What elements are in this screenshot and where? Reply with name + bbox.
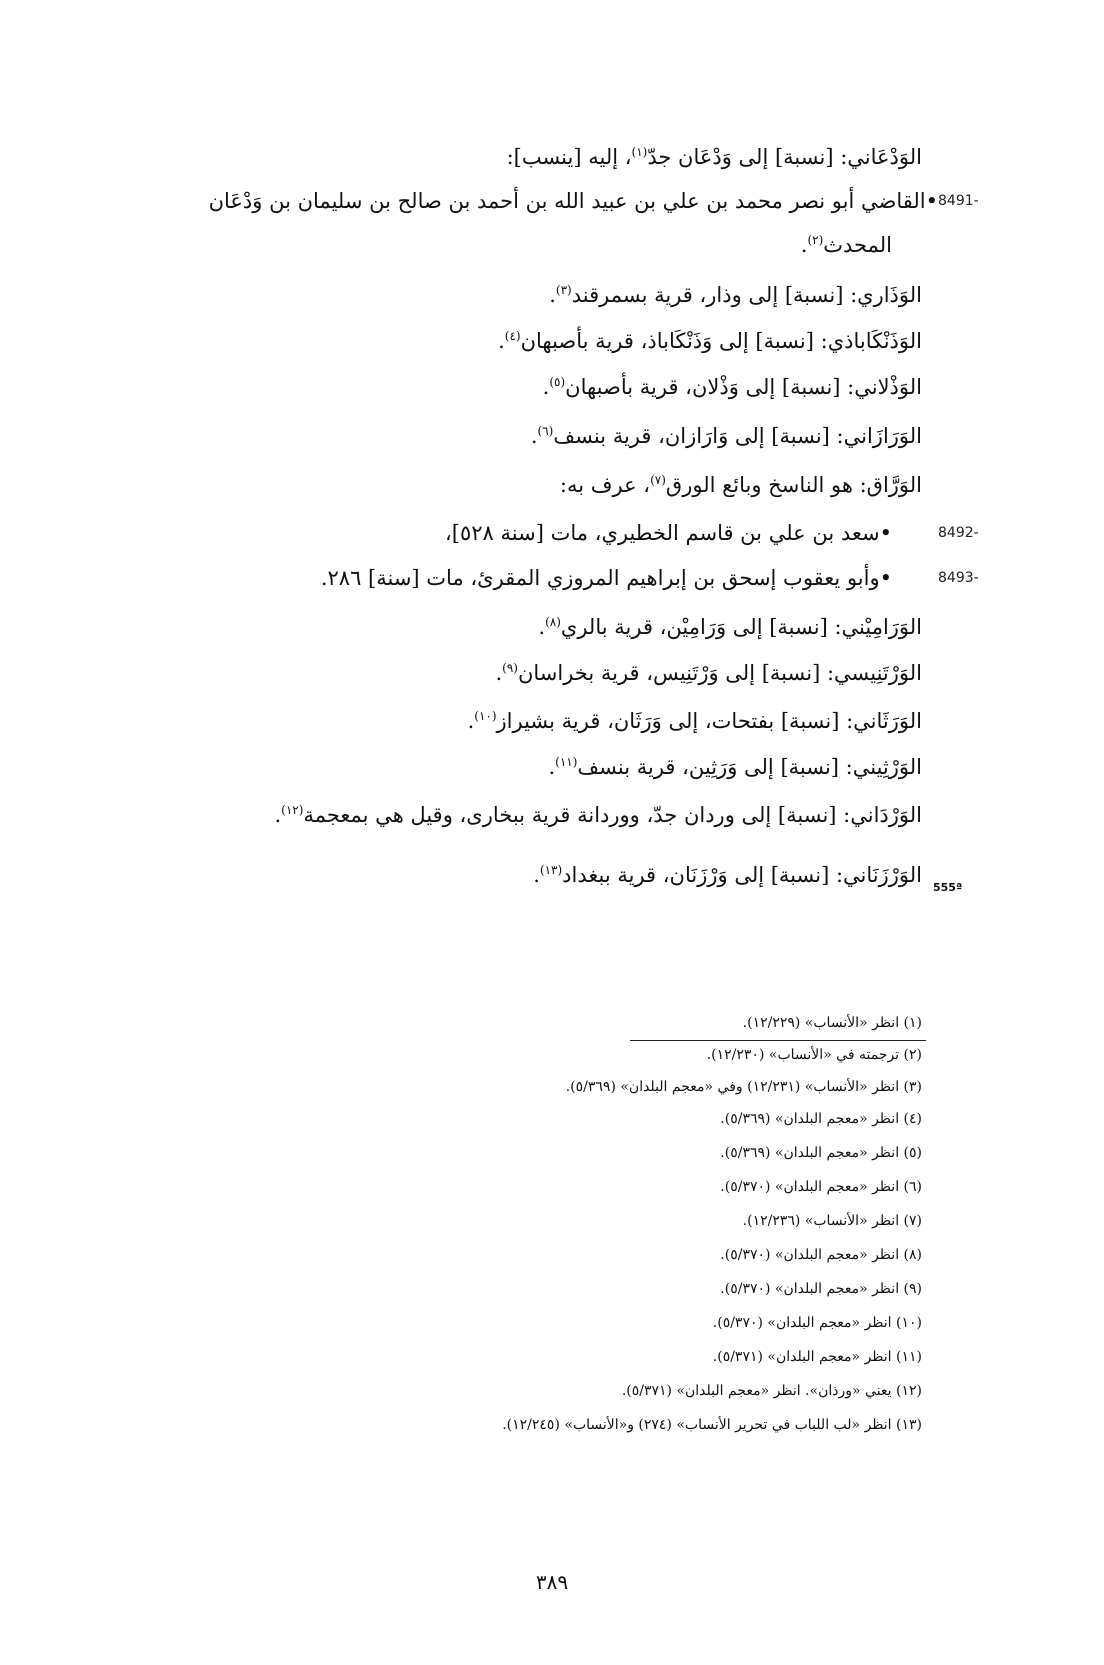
footnote: (٦) انظر «معجم البلدان» (٥/٣٧٠). [720, 1179, 922, 1195]
entry-line: الوَرَثَاني: [نسبة] بفتحات، إلى وَرَثَان، قرية بشيراز$^{(١٠)}$. [467, 709, 922, 733]
footnote-separator [630, 1040, 926, 1041]
entry-line: الوَرَّاق: هو الناسخ وبائع الورق$^{(٧)}$، عرف به: [559, 473, 922, 497]
entry-line: الوَذَاري: [نسبة] إلى وذار، قرية بسمرقند$^{(٣)}$. [549, 283, 922, 307]
entry-line: •سعد بن علي بن قاسم الخطيري، مات [سنة ٥٢٨]، [445, 521, 892, 545]
manuscript-folio-marker: 555ª [933, 881, 963, 894]
footnote: (٤) انظر «معجم البلدان» (٥/٣٦٩). [720, 1111, 922, 1127]
footnote: (٧) انظر «الأنساب» (١٢/٢٣٦). [742, 1213, 922, 1229]
entry-line: الوَرْدَاني: [نسبة] إلى وردان جدّ، ووردانة قرية ببخارى، وقيل هي بمعجمة$^{(١٢)}$. [274, 803, 922, 827]
entry-line: الوَرَازَاني: [نسبة] إلى وَارَازان، قرية بنسف$^{(٦)}$. [530, 424, 922, 448]
entry-line: الوَذَنْكَاباذي: [نسبة] إلى وَذَنْكَاباذ، قرية بأصبهان$^{(٤)}$. [498, 329, 922, 353]
page-number: ٣٨٩ [535, 1570, 569, 1594]
footnote: (١) انظر «الأنساب» (١٢/٢٢٩). [742, 1015, 922, 1031]
entry-line: المحدث$^{(٢)}$. [800, 233, 892, 257]
entry-number: 8491- [938, 193, 979, 209]
footnote: (٢) ترجمته في «الأنساب» (١٢/٢٣٠). [706, 1047, 922, 1063]
entry-line: الوَدْعَاني: [نسبة] إلى وَدْعَان جدّ$^{(١)}$، إليه [ينسب]: [506, 145, 922, 169]
footnote: (١٠) انظر «معجم البلدان» (٥/٣٧٠). [712, 1315, 922, 1331]
footnote: (٩) انظر «معجم البلدان» (٥/٣٧٠). [720, 1281, 922, 1297]
footnote: (٥) انظر «معجم البلدان» (٥/٣٦٩). [720, 1145, 922, 1161]
footnote: (٣) انظر «الأنساب» (١٢/٢٣١) وفي «معجم البلدان» (٥/٣٦٩). [565, 1079, 922, 1095]
entry-number: 8492- [938, 525, 979, 541]
entry-line: •وأبو يعقوب إسحق بن إبراهيم المروزي المقرئ، مات [سنة] ٢٨٦. [320, 566, 892, 590]
entry-line: الوَرْثِيني: [نسبة] إلى وَرَثِين، قرية بنسف$^{(١١)}$. [548, 755, 922, 779]
footnote: (١١) انظر «معجم البلدان» (٥/٣٧١). [712, 1349, 922, 1365]
entry-line: •القاضي أبو نصر محمد بن علي بن عبيد الله بن أحمد بن صالح بن سليمان بن وَدْعَان [208, 189, 938, 213]
entry-line: الوَرَامِيْني: [نسبة] إلى وَرَامِيْن، قرية بالري$^{(٨)}$. [538, 615, 922, 639]
footnote: (١٢) يعني «ورذان». انظر «معجم البلدان» (٥/٣٧١). [621, 1383, 922, 1399]
footnote: (١٣) انظر «لب اللباب في تحرير الأنساب» (٢٧٤) و«الأنساب» (١٢/٢٤٥). [502, 1417, 922, 1433]
entry-line: الوَرْتَنِيسي: [نسبة] إلى وَرْتَنِيس، قرية بخراسان$^{(٩)}$. [495, 661, 922, 685]
footnote: (٨) انظر «معجم البلدان» (٥/٣٧٠). [720, 1247, 922, 1263]
entry-line: الوَرْزَنَاني: [نسبة] إلى وَرْزَنَان، قرية ببغداد$^{(١٣)}$. [533, 863, 922, 887]
entry-line: الوَذْلاني: [نسبة] إلى وَذْلان، قرية بأصبهان$^{(٥)}$. [542, 375, 922, 399]
entry-number: 8493- [938, 570, 979, 586]
